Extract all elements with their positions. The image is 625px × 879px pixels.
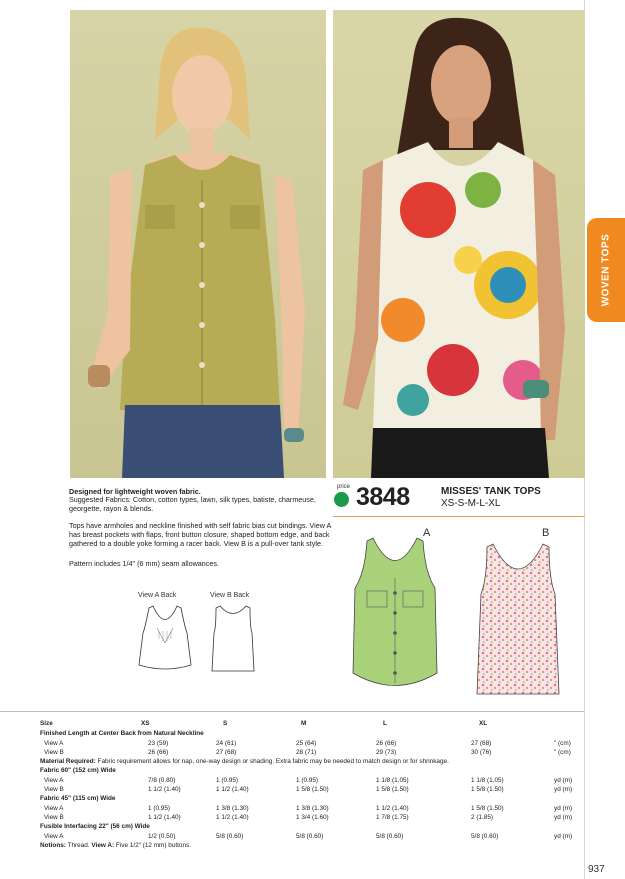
table-cell: 5/8 (0.60) <box>296 833 324 840</box>
view-a-back-sketch <box>135 603 195 675</box>
table-cell: View B <box>44 814 64 821</box>
table-cell: 5/8 (0.60) <box>471 833 499 840</box>
pattern-title: MISSES' TANK TOPS <box>441 486 541 497</box>
table-cell: 1 1/2 (1.40) <box>148 814 181 821</box>
seam-allowance: Pattern includes 1/4" (6 mm) seam allowances. <box>69 559 219 568</box>
table-cell: 1 (0.95) <box>216 777 239 784</box>
view-b-back-label: View B Back <box>210 592 250 599</box>
table-cell: 1 5/8 (1.50) <box>471 786 504 793</box>
table-cell: 1 1/2 (1.40) <box>216 814 249 821</box>
size-xs: XS <box>141 720 150 727</box>
price-dot-icon <box>334 492 349 507</box>
pattern-sizes: XS-S-M-L-XL <box>441 498 501 509</box>
size-xl: XL <box>479 720 488 727</box>
table-cell: 1 3/8 (1.30) <box>216 805 249 812</box>
pattern-number: 3848 <box>356 483 410 511</box>
view-a-label: A <box>423 527 431 539</box>
table-cell: yd (m) <box>554 814 573 821</box>
table-cell: View A <box>44 805 64 812</box>
table-cell: 5/8 (0.60) <box>216 833 244 840</box>
table-cell: 1 3/4 (1.60) <box>296 814 329 821</box>
photo-view-b <box>333 10 585 478</box>
interfacing-label: Fusible Interfacing 22" (56 cm) Wide <box>40 823 150 830</box>
table-cell: 2 (1.85) <box>471 814 494 821</box>
table-cell: " (cm) <box>554 740 571 747</box>
view-a-back-label: View A Back <box>138 592 177 599</box>
table-cell: 1 1/8 (1.05) <box>471 777 504 784</box>
table-cell: View B <box>44 786 64 793</box>
page-number: 937 <box>588 864 605 875</box>
table-cell: 1 7/8 (1.75) <box>376 814 409 821</box>
table-cell: 1 1/2 (1.40) <box>148 786 181 793</box>
size-l: L <box>383 720 387 727</box>
size-label: Size <box>40 720 53 727</box>
table-cell: 7/8 (0.80) <box>148 777 176 784</box>
table-cell: 1 1/2 (1.40) <box>376 805 409 812</box>
table-cell: 1 (0.95) <box>148 805 171 812</box>
table-cell: View A <box>44 777 64 784</box>
woven-tops-tab[interactable] <box>587 218 625 322</box>
table-cell: 1 5/8 (1.50) <box>376 786 409 793</box>
fabric-60-label: Fabric 60" (152 cm) Wide <box>40 767 116 774</box>
photo-view-a <box>70 10 326 478</box>
table-cell: 28 (71) <box>296 749 317 756</box>
view-b-back-sketch <box>208 603 258 675</box>
table-cell: yd (m) <box>554 777 573 784</box>
table-cell: 5/8 (0.60) <box>376 833 404 840</box>
table-cell: yd (m) <box>554 786 573 793</box>
description-body: Tops have armholes and neckline finished with self fabric bias cut bindings. View A has breast pockets with flaps, front button closure, shaped bottom edge, and back gathered to a double yoke forming a racer back. View B is a pull-over tank style. <box>69 521 331 548</box>
view-a-front-sketch <box>345 533 445 693</box>
material-required: Material Required: Fabric requirement allows for nap, one-way design or shading. Extra fabric may be needed to match design or for shrinkage. <box>40 758 449 765</box>
table-cell: 1 1/2 (1.40) <box>216 786 249 793</box>
table-cell: 25 (64) <box>296 740 317 747</box>
table-cell: 27 (68) <box>471 740 492 747</box>
table-cell: 1 1/8 (1.05) <box>376 777 409 784</box>
price-label: price <box>337 484 351 490</box>
table-cell: 1 3/8 (1.30) <box>296 805 329 812</box>
table-cell: " (cm) <box>554 749 571 756</box>
header-rule <box>333 516 585 517</box>
description-heading: Designed for lightweight woven fabric. <box>69 487 201 496</box>
table-cell: yd (m) <box>554 805 573 812</box>
spec-table-rule <box>0 711 584 712</box>
view-b-front-sketch <box>473 539 563 699</box>
table-cell: 1/2 (0.50) <box>148 833 176 840</box>
table-cell: 1 5/8 (1.50) <box>471 805 504 812</box>
table-cell: 30 (76) <box>471 749 492 756</box>
tab-label: WOVEN TOPS <box>600 233 612 307</box>
finished-length-label: Finished Length at Center Back from Natural Neckline <box>40 730 204 737</box>
table-cell: View B <box>44 749 64 756</box>
table-cell: 26 (66) <box>148 749 169 756</box>
table-cell: 27 (68) <box>216 749 237 756</box>
table-cell: 24 (61) <box>216 740 237 747</box>
table-cell: yd (m) <box>554 833 573 840</box>
table-cell: 1 (0.95) <box>296 777 319 784</box>
table-cell: 1 5/8 (1.50) <box>296 786 329 793</box>
notions: Notions: Thread. View A: Five 1/2" (12 mm) buttons. <box>40 842 191 849</box>
view-b-label: B <box>542 527 550 539</box>
table-cell: 23 (59) <box>148 740 169 747</box>
size-m: M <box>301 720 307 727</box>
suggested-fabrics: Suggested Fabrics: Cotton, cotton types, lawn, silk types, batiste, charmeuse, georgette, rayon & blends. <box>69 495 316 513</box>
table-cell: 29 (73) <box>376 749 397 756</box>
table-cell: View A <box>44 833 64 840</box>
size-s: S <box>223 720 228 727</box>
fabric-45-label: Fabric 45" (115 cm) Wide <box>40 795 116 802</box>
table-cell: View A <box>44 740 64 747</box>
table-cell: 26 (66) <box>376 740 397 747</box>
